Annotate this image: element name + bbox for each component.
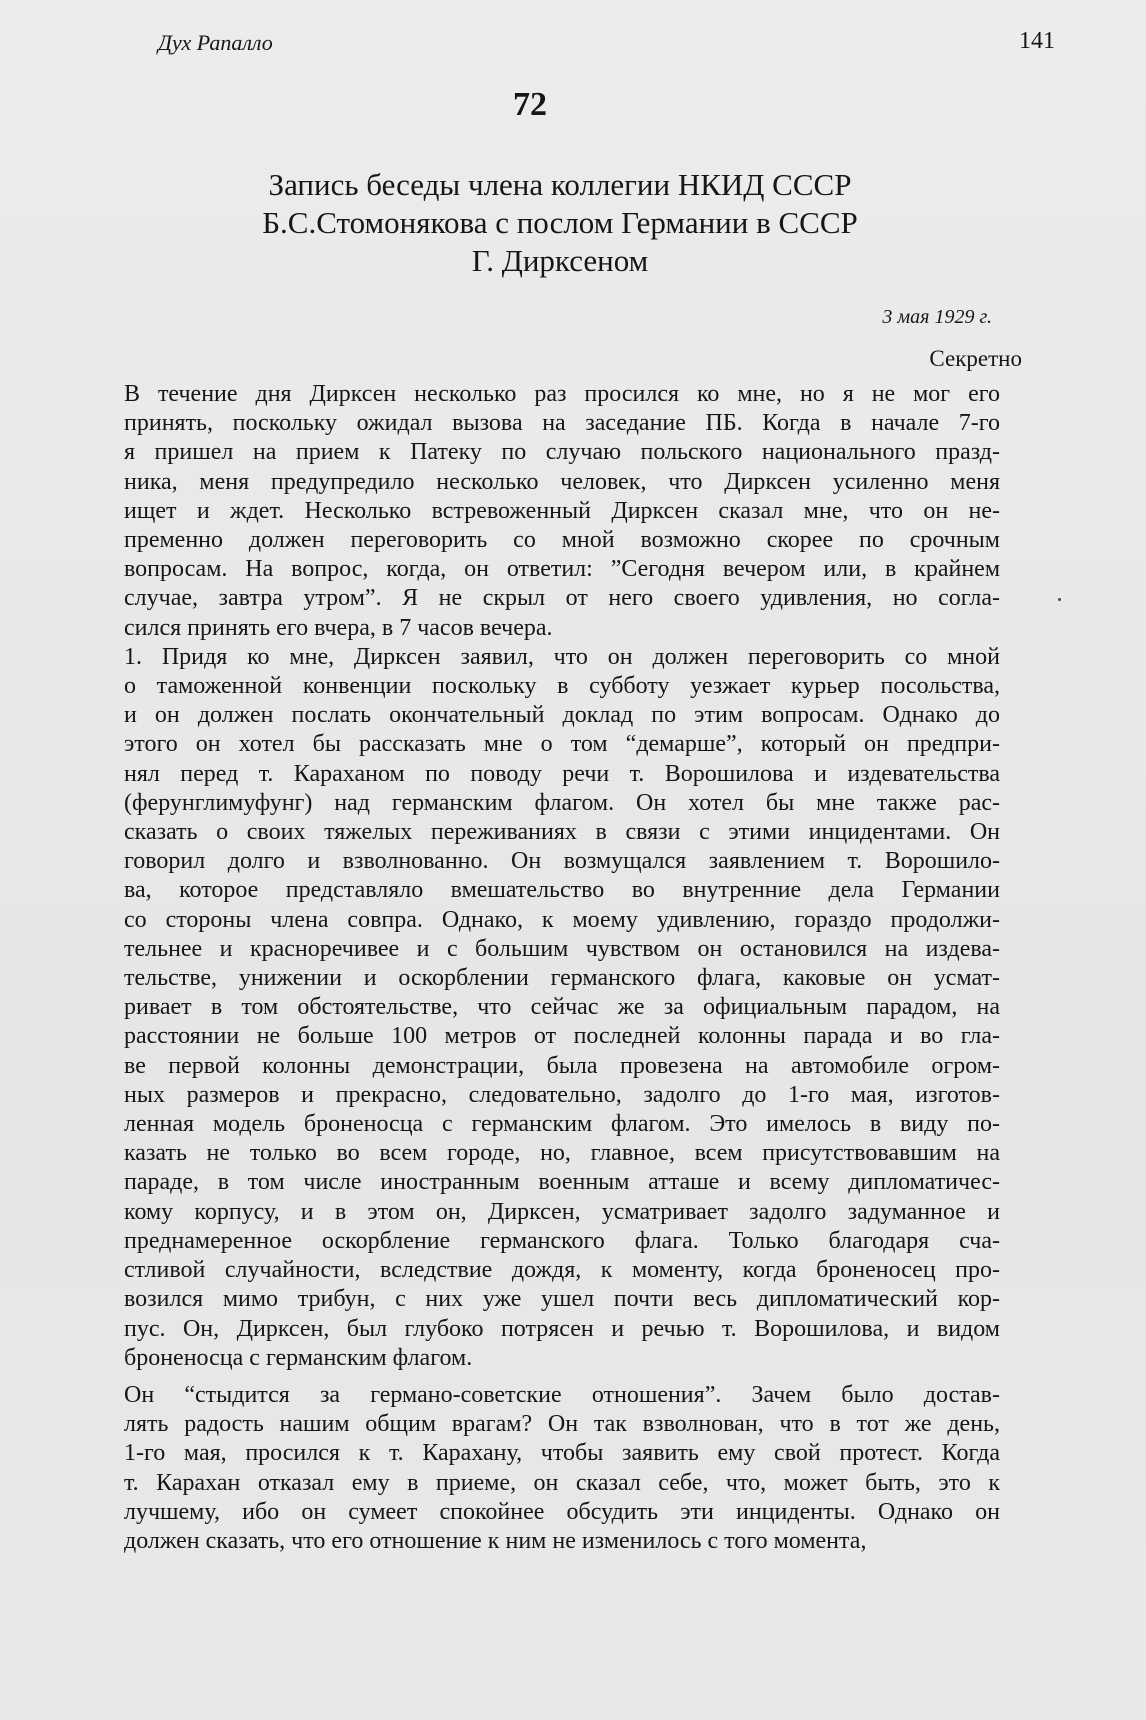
running-head: Дух Рапалло — [158, 30, 273, 55]
body-line: Он “стыдится за германо-советские отношения”. Зачем было достав- — [124, 1381, 1000, 1408]
body-line: принять, поскольку ожидал вызова на заседание ПБ. Когда в начале 7-го — [124, 410, 1000, 437]
body-line: случае, завтра утром”. Я не скрыл от него своего удивления, но согла- — [124, 585, 1000, 612]
body-line: ве первой колонны демонстрации, была провезена на автомобиле огром- — [124, 1052, 1000, 1079]
body-line: казать не только во всем городе, но, главное, всем присутствовавшим на — [124, 1140, 1000, 1167]
body-line: тельстве, унижении и оскорблении германского флага, каковые он усмат- — [124, 965, 1000, 992]
body-line: сился принять его вчера, в 7 часов вечера. — [124, 614, 553, 641]
document-title-line: Б.С.Стомонякова с послом Германии в СССР — [262, 205, 858, 240]
page-number: 141 — [1019, 28, 1055, 54]
body-line: вопросам. На вопрос, когда, он ответил: ”Сегодня вечером или, в крайнем — [124, 556, 1000, 583]
body-line: я пришел на прием к Патеку по случаю польского национального празд- — [124, 439, 1000, 466]
body-line: ных размеров и прекрасно, следовательно, задолго до 1-го мая, изготов- — [124, 1081, 1000, 1108]
body-line: лять радость нашим общим врагам? Он так взволнован, что в тот же день, — [124, 1411, 1000, 1438]
body-line: этого он хотел бы рассказать мне о том “демарше”, который он предпри- — [124, 731, 1000, 758]
body-line: и он должен послать окончательный доклад по этим вопросам. Однако до — [124, 702, 1000, 729]
body-line: должен сказать, что его отношение к ним не изменилось с того момента, — [124, 1527, 867, 1554]
body-line: 1. Придя ко мне, Дирксен заявил, что он должен переговорить со мной — [124, 643, 1000, 670]
body-line: расстоянии не больше 100 метров от последней колонны парада и во гла- — [124, 1023, 1000, 1050]
body-paragraph — [124, 1381, 1000, 1556]
print-speck — [1058, 598, 1061, 601]
body-line: ва, которое представляло вмешательство во внутренние дела Германии — [124, 877, 1000, 904]
body-line: стливой случайности, вследствие дождя, к моменту, когда броненосец про- — [124, 1257, 1000, 1284]
body-line: о таможенной конвенции поскольку в субботу уезжает курьер посольства, — [124, 673, 1000, 700]
body-line: ищет и ждет. Несколько встревоженный Дирксен сказал мне, что он не- — [124, 497, 1000, 524]
body-line: ленная модель броненосца с германским флагом. Это имелось в виду по- — [124, 1111, 1000, 1138]
document-title-line: Запись беседы члена коллегии НКИД СССР — [268, 167, 852, 202]
body-line: (ферунглимуфунг) над германским флагом. Он хотел бы мне также рас- — [124, 789, 1000, 816]
document-body — [124, 380, 1000, 1556]
document-number: 72 — [513, 86, 547, 123]
body-line: нял перед т. Караханом по поводу речи т. Ворошилова и издевательства — [124, 760, 1000, 787]
body-paragraph — [124, 380, 1000, 643]
body-line: ника, меня предупредило несколько человек, что Дирксен усиленно меня — [124, 468, 1000, 495]
body-line: сказать о своих тяжелых переживаниях в связи с этими инцидентами. Он — [124, 819, 1000, 846]
body-line: ривает в том обстоятельстве, что сейчас же за официальным парадом, на — [124, 994, 1000, 1021]
document-title — [130, 166, 990, 280]
body-line: кому корпусу, и в этом он, Дирксен, усматривает задолго задуманное и — [124, 1198, 1000, 1225]
body-line: тельнее и красноречивее и с большим чувством он остановился на издева- — [124, 935, 1000, 962]
body-line: преднамеренное оскорбление германского флага. Только благодаря сча- — [124, 1227, 1000, 1254]
document-date: 3 мая 1929 г. — [882, 306, 992, 328]
body-line: говорил долго и взволнованно. Он возмущался заявлением т. Ворошило- — [124, 848, 1000, 875]
body-line: параде, в том числе иностранным военным атташе и всему дипломатичес- — [124, 1169, 1000, 1196]
document-title-line: Г. Дирксеном — [471, 243, 649, 278]
body-line: лучшему, ибо он сумеет спокойнее обсудить эти инциденты. Однако он — [124, 1498, 1000, 1525]
body-line: т. Карахан отказал ему в приеме, он сказал себе, что, может быть, это к — [124, 1469, 1000, 1496]
body-line: со стороны члена совпра. Однако, к моему удивлению, гораздо продолжи- — [124, 906, 1000, 933]
body-line: пременно должен переговорить со мной возможно скорее по срочным — [124, 527, 1000, 554]
body-line: броненосца с германским флагом. — [124, 1344, 473, 1371]
body-line: возился мимо трибун, с них уже ушел почти весь дипломатический кор- — [124, 1286, 1000, 1313]
body-line: В течение дня Дирксен несколько раз просился ко мне, но я не мог его — [124, 381, 1000, 407]
body-line: пус. Он, Дирксен, был глубоко потрясен и речью т. Ворошилова, и видом — [124, 1315, 1000, 1342]
classification-mark: Секретно — [929, 346, 1022, 371]
body-line: 1-го мая, просился к т. Карахану, чтобы заявить ему свой протест. Когда — [124, 1440, 1000, 1467]
body-paragraph — [124, 643, 1000, 1373]
